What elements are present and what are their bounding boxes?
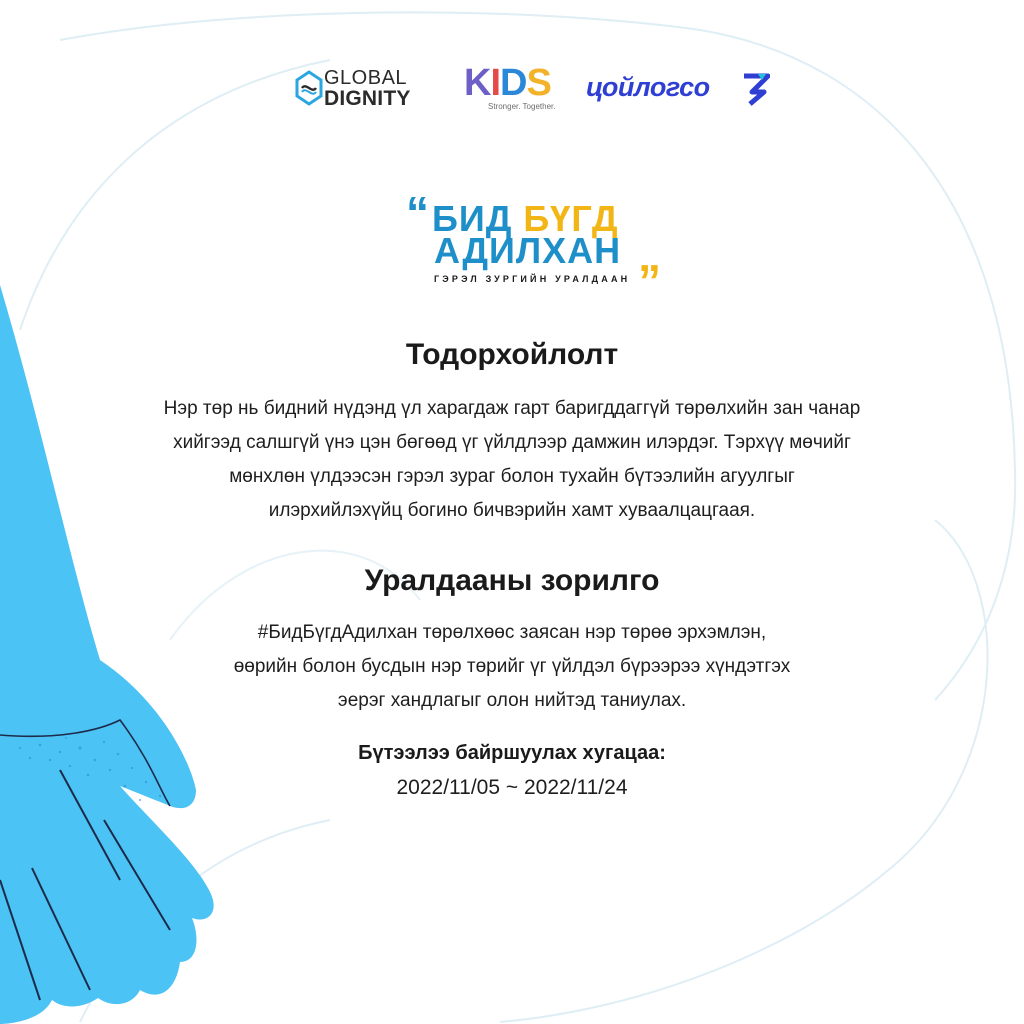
campaign-word-bid: БИД [432,198,513,239]
tsoilogso-mark-icon [742,72,770,106]
global-dignity-logo [294,62,434,118]
description-line: илэрхийлэхүйц богино бичвэрийн хамт хуваалцацгаая. [268,500,756,521]
campaign-title-line2: АДИЛХАН [434,230,622,271]
deadline-label: Бүтээлээ байршуулах хугацаа: [358,742,666,764]
kids-letter-k: K [464,62,491,104]
campaign-subtitle: ГЭРЭЛ ЗУРГИЙН УРАЛДААН [434,274,631,284]
global-dignity-line1: GLOBAL [324,67,408,89]
description-line: Нэр төр нь бидний нүдэнд үл харагдаж гарт баригддаггүй төрөлхийн зан чанар [163,398,861,419]
description-text [80,392,944,528]
campaign-open-quote: “ [406,187,429,239]
tsoilogso-wordmark: цойлогсо [586,72,710,102]
goal-line: өөрийн болон бусдын нэр төрийг үг үйлдэл бүрээрээ хүндэтгэх [233,656,791,677]
global-dignity-logo-icon [294,70,324,106]
kids-letter-i: I [490,62,501,104]
goal-line: эерэг хандлагыг олон нийтэд таниулах. [337,690,687,711]
deadline-dates: 2022/11/05 ~ 2022/11/24 [396,776,628,799]
kids-wordmark [464,62,551,105]
campaign-logo [400,187,670,296]
tsoilogso-logo [584,62,784,118]
goal-text [80,616,944,718]
campaign-word-bugd: БҮГД [523,198,619,239]
description-heading: Тодорхойлолт [405,338,619,371]
description-line: хийгээд салшгүй үнэ цэн бөгөөд үг үйлдлээр дамжин илэрдэг. Тэрхүү мөчийг [173,432,851,453]
campaign-close-quote: „ [638,229,661,281]
kids-letter-s: S [526,62,551,104]
kids-tagline: Stronger. Together. [488,102,556,111]
goal-heading: Уралдааны зорилго [364,564,660,597]
description-line: мөнхлөн үлдээсэн гэрэл зураг болон тухайн бүтээлийн агуулгыг [229,466,795,487]
kids-letter-d: D [500,62,527,104]
global-dignity-line2: DIGNITY [324,87,411,110]
goal-line: #БидБүгдАдилхан төрөлхөөс заясан нэр төрөө эрхэмлэн, [257,622,767,643]
partner-logos [0,62,1024,118]
kids-logo [462,62,562,118]
